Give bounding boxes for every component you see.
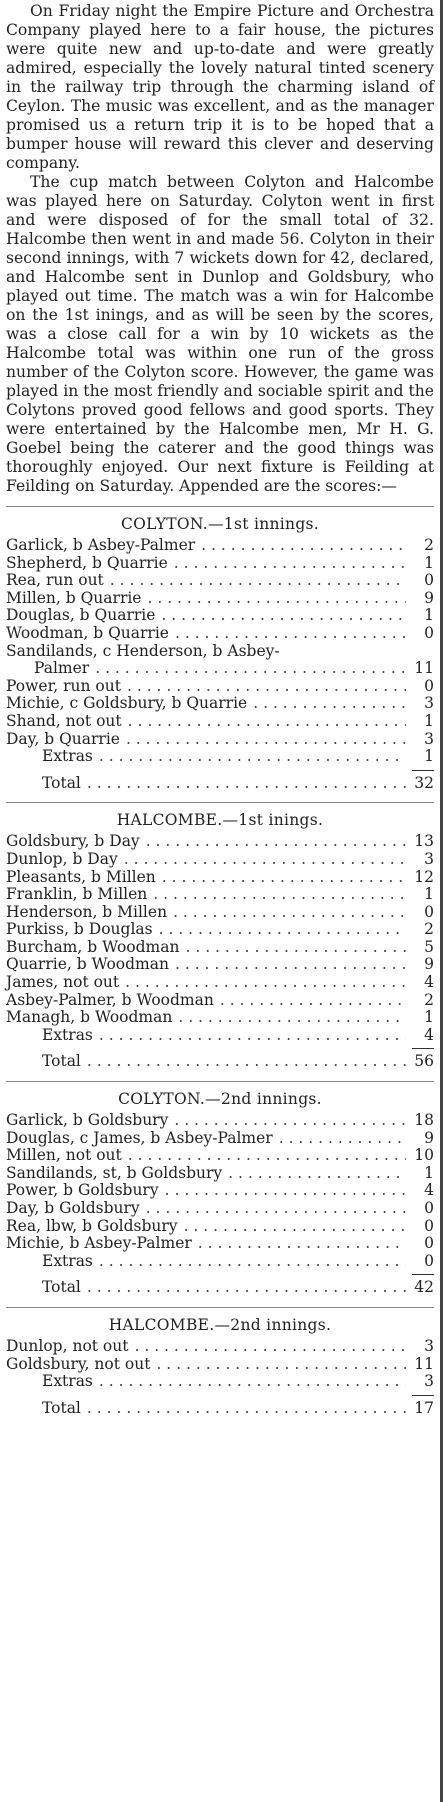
- batsman-row: [6, 1218, 434, 1236]
- divider: [6, 506, 434, 507]
- total-runs: 42: [414, 1278, 434, 1297]
- divider: [6, 1081, 434, 1082]
- scorecard-heading: COLYTON.—2nd innings.: [118, 1090, 322, 1109]
- runs-value: 0: [424, 1234, 434, 1253]
- leader-dots: [87, 1053, 406, 1071]
- batsman-row: [6, 904, 434, 922]
- leader-dots: [198, 1235, 406, 1253]
- runs-value: 1: [424, 747, 434, 766]
- batsman-row: [6, 1235, 434, 1253]
- batsman-row: [6, 974, 434, 992]
- batsman-dismissal: Purkiss, b Douglas: [6, 920, 153, 939]
- batsman-dismissal: Douglas, c James, b Asbey-Palmer: [6, 1128, 273, 1147]
- leader-dots: [228, 1165, 406, 1183]
- batsman-row: [6, 643, 434, 661]
- runs-value: 0: [424, 676, 434, 695]
- batsman-dismissal: Michie, c Goldsbury, b Quarrie: [6, 694, 248, 713]
- extras-row: [6, 1373, 434, 1391]
- runs-value: 4: [424, 1181, 434, 1200]
- runs-value: 12: [414, 867, 434, 886]
- batsman-dismissal: Rea, run out: [6, 571, 104, 590]
- batsman-dismissal: Goldsbury, b Day: [6, 832, 140, 851]
- batsman-row: [6, 537, 434, 555]
- runs-value: 9: [424, 955, 434, 974]
- leader-dots: [99, 748, 406, 766]
- runs-value: 0: [424, 1216, 434, 1235]
- batsman-dismissal: Shepherd, b Quarrie: [6, 553, 168, 572]
- leader-dots: [165, 1182, 406, 1200]
- leader-dots: [125, 974, 406, 992]
- batsman-dismissal: Dunlop, not out: [6, 1336, 129, 1355]
- leader-dots: [159, 921, 406, 939]
- total-runs: 56: [414, 1052, 434, 1071]
- runs-value: 3: [424, 849, 434, 868]
- batsman-dismissal: Rea, lbw, b Goldsbury: [6, 1216, 178, 1235]
- batsman-row: [6, 1200, 434, 1218]
- extras-label: Extras: [42, 1251, 93, 1270]
- total-rule: [412, 770, 434, 771]
- runs-value: 1: [424, 1008, 434, 1027]
- leader-dots: [174, 1112, 406, 1130]
- runs-value: 3: [424, 694, 434, 713]
- leader-dots: [153, 886, 406, 904]
- runs-value: 3: [424, 1372, 434, 1391]
- extras-label: Extras: [42, 1025, 93, 1044]
- extras-row: [6, 1253, 434, 1271]
- runs-value: 4: [424, 973, 434, 992]
- runs-value: 2: [424, 990, 434, 1009]
- runs-value: 5: [424, 937, 434, 956]
- total-row: [6, 1400, 434, 1418]
- batsman-row: [6, 1338, 434, 1356]
- leader-dots: [175, 956, 406, 974]
- batsman-row: [6, 1112, 434, 1130]
- batsman-dismissal: Power, run out: [6, 676, 121, 695]
- leader-dots: [99, 1027, 406, 1045]
- runs-value: 18: [414, 1111, 434, 1130]
- runs-value: 9: [424, 1128, 434, 1147]
- total-label: Total: [42, 1398, 81, 1417]
- divider: [6, 802, 434, 803]
- scorecard-halcombe-1st: [6, 811, 434, 1071]
- batsman-dismissal: Henderson, b Millen: [6, 902, 168, 921]
- scorecard-heading: COLYTON.—1st innings.: [120, 515, 320, 533]
- total-rule: [412, 1048, 434, 1049]
- runs-value: 0: [424, 571, 434, 590]
- batsman-dismissal: Palmer: [34, 659, 90, 678]
- batsman-dismissal: Burcham, b Woodman: [6, 937, 180, 956]
- leader-dots: [162, 869, 406, 887]
- leader-dots: [110, 572, 406, 590]
- runs-value: 9: [424, 588, 434, 607]
- total-runs: 32: [414, 773, 434, 792]
- batsman-row: [6, 555, 434, 573]
- runs-value: 11: [414, 659, 434, 678]
- runs-value: 3: [424, 1336, 434, 1355]
- leader-dots: [95, 660, 406, 678]
- batsman-row: [6, 1130, 434, 1148]
- total-rule: [412, 1274, 434, 1275]
- leader-dots: [128, 713, 406, 731]
- batsman-row: [6, 939, 434, 957]
- batsman-row: [6, 1147, 434, 1165]
- batsman-row: [6, 956, 434, 974]
- leader-dots: [279, 1130, 406, 1148]
- runs-value: 1: [424, 553, 434, 572]
- batsman-row: [6, 869, 434, 887]
- batsman-dismissal: Douglas, b Quarrie: [6, 606, 156, 625]
- leader-dots: [174, 555, 406, 573]
- extras-label: Extras: [42, 747, 93, 766]
- batsman-dismissal: Millen, not out: [6, 1146, 122, 1165]
- total-row: [6, 1053, 434, 1071]
- batsman-row: [6, 607, 434, 625]
- batsman-row: [6, 695, 434, 713]
- batsman-dismissal: Pleasants, b Millen: [6, 867, 156, 886]
- leader-dots: [220, 992, 406, 1010]
- batsman-dismissal: Managh, b Woodman: [6, 1008, 173, 1027]
- total-label: Total: [42, 773, 81, 792]
- batsman-dismissal: Woodman, b Quarrie: [6, 623, 169, 642]
- extras-label: Extras: [42, 1372, 93, 1391]
- leader-dots: [156, 1356, 406, 1374]
- leader-dots: [201, 537, 406, 555]
- batsman-dismissal: Day, b Quarrie: [6, 729, 120, 748]
- batsman-row: [6, 713, 434, 731]
- batsman-dismissal: Dunlop, b Day: [6, 849, 118, 868]
- leader-dots: [87, 1279, 406, 1297]
- batsman-row: [6, 1182, 434, 1200]
- total-label: Total: [42, 1278, 81, 1297]
- leader-dots: [146, 833, 406, 851]
- runs-value: 2: [424, 536, 434, 554]
- batsman-row: [6, 833, 434, 851]
- batsman-dismissal: Goldsbury, not out: [6, 1354, 151, 1373]
- total-runs: 17: [414, 1398, 434, 1417]
- runs-value: 1: [424, 606, 434, 625]
- batsman-row: [6, 921, 434, 939]
- paragraph-empire-picture: On Friday night the Empire Picture and Orchestra Company played here to a fair house, the pictures were quite new and up-to-date and were greatly admired, especially the lovely natural tinted scenery in the railway trip through the charming island of Ceylon. The music was excellent, and as the manager promised us a return trip it is to be hoped that a bumper house will reward this clever and deserving company.: [6, 2, 434, 172]
- newspaper-column: [6, 0, 434, 1417]
- leader-dots: [99, 1253, 406, 1271]
- leader-dots: [99, 1373, 406, 1391]
- leader-dots: [127, 678, 406, 696]
- article-text: [6, 0, 434, 496]
- batsman-row: [6, 886, 434, 904]
- leader-dots: [185, 939, 406, 957]
- leader-dots: [253, 695, 406, 713]
- batsman-dismissal: Day, b Goldsbury: [6, 1199, 140, 1217]
- leader-dots: [175, 625, 406, 643]
- batsman-dismissal: Shand, not out: [6, 711, 122, 730]
- extras-row: [6, 1027, 434, 1045]
- total-label: Total: [42, 1052, 81, 1071]
- scorecard-heading: HALCOMBE.—2nd innings.: [108, 1315, 332, 1334]
- batsman-dismissal: Sandilands, c Henderson, b Asbey-: [6, 641, 280, 660]
- batsman-dismissal: Quarrie, b Woodman: [6, 955, 169, 974]
- extras-row: [6, 748, 434, 766]
- leader-dots: [126, 731, 406, 749]
- leader-dots: [87, 775, 406, 793]
- batsman-row: [6, 678, 434, 696]
- runs-value: 0: [424, 1199, 434, 1217]
- leader-dots: [147, 590, 406, 608]
- total-rule: [412, 1395, 434, 1396]
- runs-value: 1: [424, 885, 434, 904]
- scorecard-heading: HALCOMBE.—1st inings.: [116, 811, 324, 830]
- runs-value: 1: [424, 1163, 434, 1182]
- leader-dots: [161, 607, 406, 625]
- batsman-row: [6, 660, 434, 678]
- runs-value: 3: [424, 729, 434, 748]
- batsman-dismissal: Sandilands, st, b Goldsbury: [6, 1163, 223, 1182]
- runs-value: 0: [424, 902, 434, 921]
- paragraph-cup-match: The cup match between Colyton and Halcombe was played here on Saturday. Colyton went in first and were disposed of for the small total of 32. Halcombe then went in and made 56. Colyton in their second innings, with 7 wickets down for 42, declared, and Halcombe sent in Dunlop and Goldsbury, who played out time. The match was a win for Halcombe on the 1st inings, and as will be seen by the scores, was a close call for a win by 10 wickets as the Halcombe total was within one run of the gross number of the Colyton score. However, the game was played in the most friendly and sociable spirit and the Colytons proved good fellows and good sports. They were entertained by the Halcombe men, Mr H. G. Goebel being the caterer and the good things was thoroughly enjoyed. Our next fixture is Feilding at Feilding on Saturday. Appended are the scores:—: [6, 173, 434, 495]
- leader-dots: [134, 1338, 406, 1356]
- batsman-row: [6, 572, 434, 590]
- batsman-dismissal: James, not out: [6, 973, 120, 992]
- leader-dots: [173, 904, 406, 922]
- batsman-row: [6, 731, 434, 749]
- batsman-row: [6, 1009, 434, 1027]
- leader-dots: [128, 1147, 406, 1165]
- batsman-dismissal: Franklin, b Millen: [6, 885, 148, 904]
- runs-value: 10: [414, 1146, 434, 1165]
- scorecard-halcombe-2nd: [6, 1316, 434, 1417]
- batsman-row: [6, 851, 434, 869]
- divider: [6, 1307, 434, 1308]
- batsman-dismissal: Asbey-Palmer, b Woodman: [6, 990, 214, 1009]
- batsman-dismissal: Michie, b Asbey-Palmer: [6, 1234, 192, 1253]
- batsman-dismissal: Garlick, b Goldsbury: [6, 1111, 169, 1130]
- batsman-dismissal: Power, b Goldsbury: [6, 1181, 159, 1200]
- runs-value: 0: [424, 1251, 434, 1270]
- leader-dots: [146, 1200, 406, 1218]
- runs-value: 13: [414, 832, 434, 851]
- batsman-row: [6, 992, 434, 1010]
- leader-dots: [124, 851, 406, 869]
- runs-value: 2: [424, 920, 434, 939]
- batsman-row: [6, 1165, 434, 1183]
- scorecard-colyton-2nd: [6, 1090, 434, 1297]
- batsman-row: [6, 1356, 434, 1374]
- batsman-row: [6, 590, 434, 608]
- total-row: [6, 775, 434, 793]
- batsman-dismissal: Millen, b Quarrie: [6, 588, 142, 607]
- runs-value: 1: [424, 711, 434, 730]
- total-row: [6, 1279, 434, 1297]
- leader-dots: [87, 1400, 406, 1418]
- batsman-dismissal: Garlick, b Asbey-Palmer: [6, 536, 196, 554]
- runs-value: 11: [414, 1354, 434, 1373]
- leader-dots: [178, 1009, 406, 1027]
- batsman-row: [6, 625, 434, 643]
- runs-value: 4: [424, 1025, 434, 1044]
- scorecard-colyton-1st: [6, 515, 434, 792]
- leader-dots: [184, 1218, 406, 1236]
- runs-value: 0: [424, 623, 434, 642]
